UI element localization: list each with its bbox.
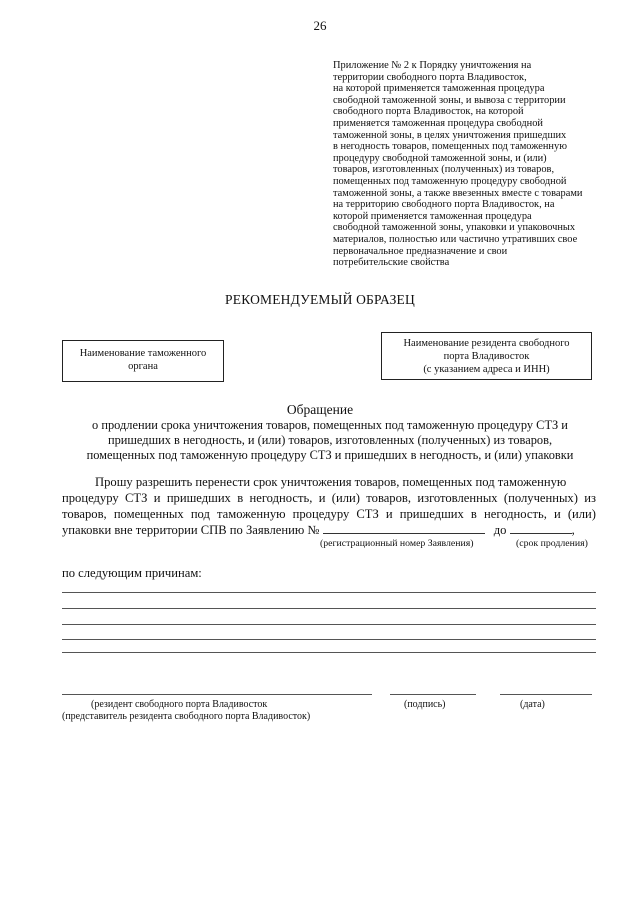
appendix-line: на которой применяется таможенная процедура <box>333 83 545 95</box>
customs-box-line: Наименование таможенного <box>79 348 207 359</box>
reason-line[interactable] <box>62 592 596 593</box>
resident-box-line: Наименование резидента свободного <box>403 338 570 349</box>
appendix-line: свободной таможенной зоны, упаковки и упаковочных <box>333 222 576 234</box>
appeal-title: Обращение <box>286 402 354 417</box>
appeal-subtitle <box>50 418 610 464</box>
date-caption: (дата) <box>520 699 545 710</box>
appendix-line: процедуру свободной таможенной зоны, и (или) <box>333 152 547 164</box>
resident-caption: (резидент свободного порта Владивосток <box>91 699 268 710</box>
customs-box-line: органа <box>128 361 158 372</box>
appendix-line: применяется таможенная процедура свободной <box>333 117 543 129</box>
page-number: 26 <box>313 18 327 33</box>
customs-authority-box <box>62 340 224 382</box>
appendix-line: товаров, изготовленных (полученных) из товаров, <box>333 164 555 176</box>
resident-box-line: порта Владивосток <box>443 351 530 362</box>
appeal-subtitle-line: помещенных под таможенную процедуру СТЗ и пришедших в негодность, и (или) упаковки <box>86 448 574 463</box>
resident-signature-line[interactable] <box>62 694 372 695</box>
reason-line[interactable] <box>62 652 596 653</box>
appendix-line: свободного порта Владивосток, на которой <box>333 106 524 118</box>
until-word: до <box>493 523 507 537</box>
reason-line[interactable] <box>62 624 596 625</box>
sample-heading: РЕКОМЕНДУЕМЫЙ ОБРАЗЕЦ <box>225 292 415 307</box>
appendix-line: которой применяется таможенная процедура <box>333 210 532 222</box>
resident-box-line: (с указанием адреса и ИНН) <box>423 364 550 375</box>
appendix-line: Приложение № 2 к Порядку уничтожения на <box>333 60 532 71</box>
representative-caption: (представитель резидента свободного порта Владивосток) <box>62 711 311 722</box>
reason-line[interactable] <box>62 608 596 609</box>
request-comma: , <box>571 523 575 537</box>
appendix-line: таможенной зоны, в целях уничтожения пришедших <box>333 129 567 141</box>
appendix-line: помещенных под таможенную процедуру свободной <box>333 175 567 187</box>
appendix-line: материалов, полностью или частично утративших свое <box>333 233 578 245</box>
appendix-line: территории свободного порта Владивосток, <box>333 71 527 83</box>
appeal-subtitle-line: о продлении срока уничтожения товаров, помещенных под таможенную процедуру СТЗ и <box>92 418 568 432</box>
appendix-line: таможенной зоны, а также ввезенных вместе с товарами <box>333 187 583 199</box>
appendix-reference <box>333 60 603 269</box>
registration-number-caption: (регистрационный номер Заявления) <box>320 538 474 549</box>
reason-line[interactable] <box>62 639 596 640</box>
appendix-line: потребительские свойства <box>333 257 450 269</box>
request-line-4-text: упаковки вне территории СПВ по Заявлению № <box>62 523 320 537</box>
request-line-4 <box>62 523 575 539</box>
appendix-line: первоначальное предназначение и свои <box>333 245 508 257</box>
request-line-2: процедуру СТЗ и пришедших в негодность, и (или) товаров, изготовленных (полученных) из <box>62 491 596 505</box>
registration-number-field[interactable] <box>323 533 485 534</box>
extension-term-field[interactable] <box>510 533 572 534</box>
date-line[interactable] <box>500 694 592 695</box>
request-line-1: Прошу разрешить перенести срок уничтожения товаров, помещенных под таможенную <box>95 475 567 489</box>
signature-caption: (подпись) <box>404 699 446 710</box>
appendix-line: на территорию свободного порта Владивосток, на <box>333 199 555 211</box>
resident-name-box <box>381 332 592 380</box>
reasons-label: по следующим причинам: <box>62 566 202 580</box>
extension-term-caption: (срок продления) <box>516 538 588 549</box>
appendix-line: свободной таможенной зоны, и вывоза с территории <box>333 94 566 106</box>
appeal-subtitle-line: пришедших в негодность, и (или) товаров, изготовленных (полученных) из товаров, <box>107 433 553 448</box>
request-line-3: товаров, помещенных под таможенную процедуру СТЗ и пришедших в негодность, и (или) <box>62 507 596 521</box>
appendix-line: в негодность товаров, помещенных под таможенную <box>333 141 567 153</box>
signature-line[interactable] <box>390 694 476 695</box>
